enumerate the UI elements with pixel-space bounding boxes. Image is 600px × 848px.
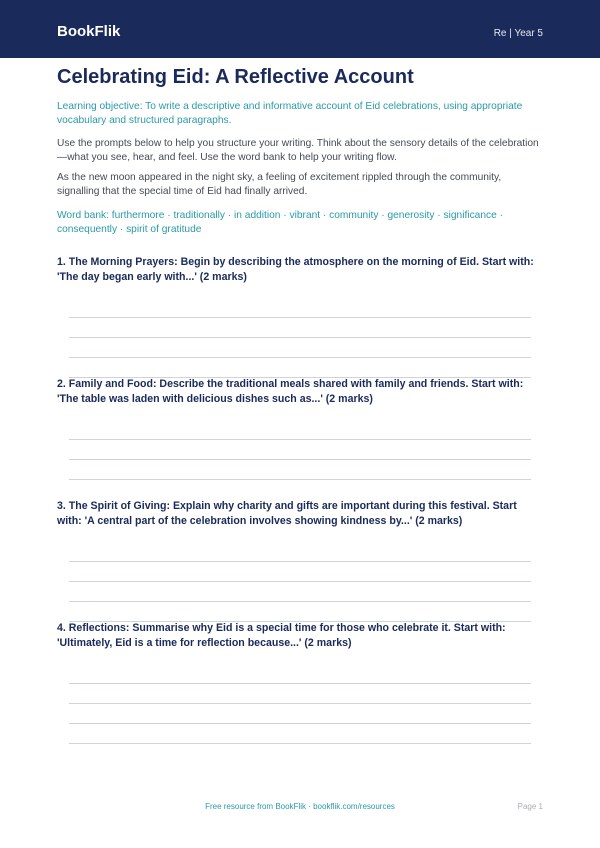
answer-line[interactable] [69,357,531,358]
question-1: 1. The Morning Prayers: Begin by describing the atmosphere on the morning of Eid. Start with: 'The day began early with...' (2 marks) [57,256,534,283]
answer-line[interactable] [69,723,531,724]
page-title: Celebrating Eid: A Reflective Account [57,66,414,88]
answer-line[interactable] [69,317,531,318]
question-3: 3. The Spirit of Giving: Explain why charity and gifts are important during this festival. Start with: 'A central part of the celebration involves showing kindness by...' (2 marks) [57,500,517,527]
answer-line[interactable] [69,683,531,684]
page-header [0,0,600,58]
answer-line[interactable] [69,601,531,602]
subject-year-label: Re | Year 5 [493,28,543,39]
footer-credit[interactable]: Free resource from BookFlik · bookflik.com/resources [205,802,395,811]
answer-line[interactable] [69,337,531,338]
question-4: 4. Reflections: Summarise why Eid is a special time for those who celebrate it. Start with: 'Ultimately, Eid is a time for reflection because...' (2 marks) [57,622,506,649]
brand-logo[interactable]: BookFlik [57,23,121,40]
answer-line[interactable] [69,743,531,744]
intro-paragraph: As the new moon appeared in the night sky, a feeling of excitement rippled through the community, signalling that the special time of Eid had finally arrived. [57,172,502,197]
answer-line[interactable] [69,703,531,704]
learning-objective: Learning objective: To write a descriptive and informative account of Eid celebrations, using appropriate vocabulary and structured paragraphs. [57,101,523,126]
answer-line[interactable] [69,439,531,440]
page-number: Page 1 [517,802,543,811]
answer-line[interactable] [69,561,531,562]
word-bank: Word bank: furthermore · traditionally · in addition · vibrant · community · generosity · significance · consequently · spirit of gratitude [57,210,503,235]
question-2: 2. Family and Food: Describe the traditional meals shared with family and friends. Start with: 'The table was laden with delicious dishes such as...' (2 marks) [57,378,524,405]
answer-line[interactable] [69,581,531,582]
answer-line[interactable] [69,479,531,480]
instructions-text: Use the prompts below to help you structure your writing. Think about the sensory details of the celebration—what you see, hear, and feel. Use the word bank to help your writing flow. [57,138,539,163]
answer-line[interactable] [69,459,531,460]
